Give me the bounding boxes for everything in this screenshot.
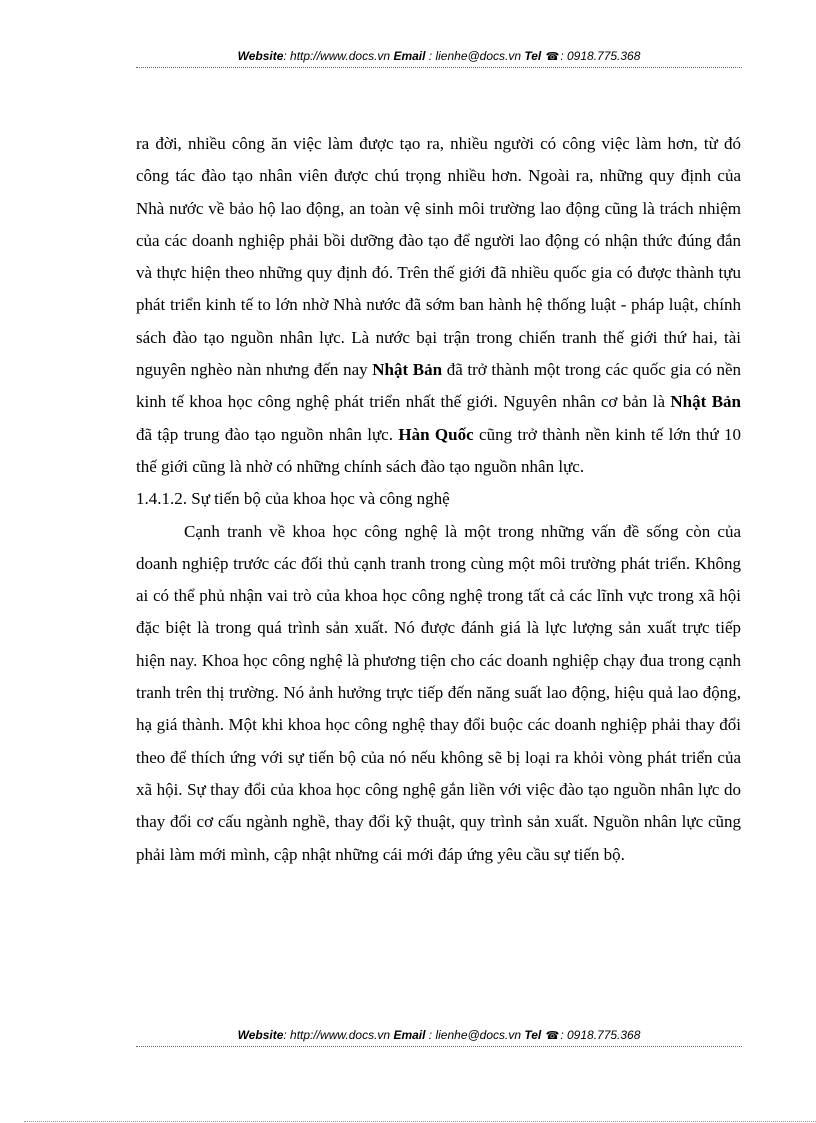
email-label: Email	[393, 1028, 426, 1042]
bold-country-japan: Nhật Bản	[372, 360, 443, 380]
tel-label: Tel	[524, 1028, 542, 1042]
website-link[interactable]: : http://www.docs.vn	[283, 1028, 391, 1042]
section-heading: 1.4.1.2. Sự tiến bộ của khoa học và công nghệ	[136, 489, 450, 509]
page-header	[136, 48, 742, 64]
phone-icon: ☎	[545, 1030, 560, 1042]
website-link[interactable]: : http://www.docs.vn	[283, 49, 391, 63]
bold-country-korea: Hàn Quốc	[398, 424, 474, 444]
website-label: Website	[237, 49, 284, 63]
phone-icon: ☎	[545, 51, 560, 63]
page-edge-rule	[24, 1121, 816, 1122]
paragraph-technology: Cạnh tranh về khoa học công nghệ là một trong những vấn đề sống còn của doanh nghiệp trước các đối thủ cạnh tranh trong cùng một môi trường phát triển. Không ai có thể phủ nhận vai trò của khoa học công nghệ trong tất cả các lĩnh vực trong xã hội đặc biệt là trong quá trình sản xuất. Nó được đánh giá là lực lượng sản xuất trực tiếp hiện nay. Khoa học công nghệ là phương tiện cho các doanh nghiệp chạy đua trong cạnh tranh trên thị trường. Nó ảnh hưởng trực tiếp đến năng suất lao động, hiệu quả lao động, hạ giá thành. Một khi khoa học công nghệ thay đổi buộc các doanh nghiệp phải thay đổi theo để thích ứng với sự tiến bộ của nó nếu không sẽ bị loại ra khỏi vòng phát triển của xã hội. Sự thay đổi của khoa học công nghệ gắn liền với việc đào tạo nguồn nhân lực do thay đổi cơ cấu ngành nghề, thay đổi kỹ thuật, quy trình sản xuất. Nguồn nhân lực cũng phải làm mới mình, cập nhật những cái mới đáp ứng yêu cầu sự tiến bộ.	[136, 521, 741, 864]
footer-divider	[136, 1046, 742, 1047]
email-link[interactable]: : lienhe@docs.vn	[428, 49, 522, 63]
tel-label: Tel	[524, 49, 542, 63]
paragraph-intro	[136, 128, 741, 483]
document-body	[136, 128, 741, 871]
website-label: Website	[237, 1028, 284, 1042]
email-label: Email	[393, 49, 426, 63]
text-segment: đã tập trung đào tạo nguồn nhân lực.	[136, 424, 399, 444]
email-link[interactable]: : lienhe@docs.vn	[428, 1028, 522, 1042]
page-footer	[136, 1027, 742, 1043]
text-segment: đã trở thành một trong các quốc gia có nền kinh tế khoa học công nghệ phát triển nhất thế giới. Nguyên nhân cơ bản là	[136, 360, 742, 412]
text-segment: ra đời, nhiều công ăn việc làm được tạo ra, nhiều người có công việc làm hơn, từ đó công tác đào tạo nhân viên được chú trọng nhiều hơn. Ngoài ra, những quy định của Nhà nước về bảo hộ lao động, an toàn vệ sinh môi trường lao động cũng là trách nhiệm của các doanh nghiệp phải bồi dưỡng đào tạo để người lao động có nhận thức đúng đắn và thực hiện theo những quy định đó. Trên thế giới đã nhiều quốc gia có được thành tựu phát triển kinh tế to lớn nhờ Nhà nước đã sớm ban hành hệ thống luật - pháp luật, chính sách đào tạo nguồn nhân lực. Là nước bại trận trong chiến tranh thế giới thứ hai, tài nguyên nghèo nàn nhưng đến nay	[136, 134, 741, 380]
tel-number: : 0918.775.368	[560, 49, 641, 63]
bold-country-japan: Nhật Bản	[670, 392, 741, 412]
text-segment: cũng trở thành nền kinh tế lớn thứ 10 thế giới cũng là nhờ có những chính sách đào tạo nguồn nhân lực.	[136, 424, 742, 476]
tel-number: : 0918.775.368	[560, 1028, 641, 1042]
header-divider	[136, 67, 742, 68]
